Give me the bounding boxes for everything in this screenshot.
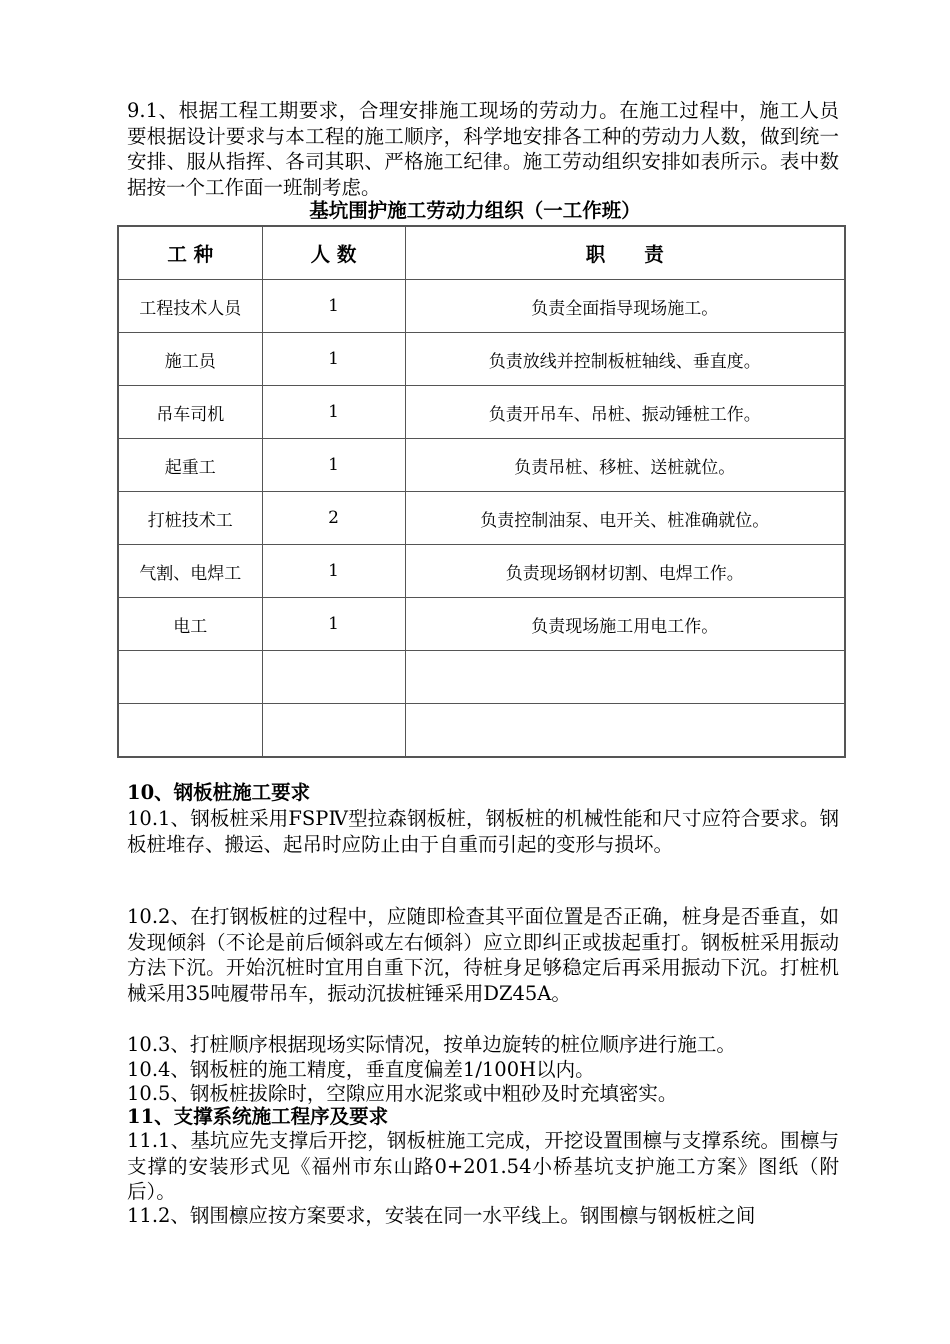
table-row bbox=[118, 598, 845, 651]
cell-duties: 负责控制油泵、电开关、桩准确就位。 bbox=[405, 492, 845, 545]
cell-duties: 负责全面指导现场施工。 bbox=[405, 280, 845, 333]
header-headcount: 人 数 bbox=[262, 226, 405, 280]
cell-trade: 吊车司机 bbox=[118, 386, 262, 439]
cell-headcount: 1 bbox=[262, 333, 405, 386]
cell-headcount: 1 bbox=[262, 280, 405, 333]
cell-trade bbox=[118, 651, 262, 704]
header-trade: 工 种 bbox=[118, 226, 262, 280]
cell-trade: 气割、电焊工 bbox=[118, 545, 262, 598]
paragraph-10-4: 10.4、钢板桩的施工精度，垂直度偏差1/100H以内。 bbox=[127, 1058, 595, 1081]
cell-headcount: 1 bbox=[262, 439, 405, 492]
table-row bbox=[118, 492, 845, 545]
cell-duties: 负责开吊车、吊桩、振动锤桩工作。 bbox=[405, 386, 845, 439]
cell-trade: 起重工 bbox=[118, 439, 262, 492]
header-duties: 职 责 bbox=[405, 226, 845, 280]
cell-trade: 电工 bbox=[118, 598, 262, 651]
cell-duties: 负责放线并控制板桩轴线、垂直度。 bbox=[405, 333, 845, 386]
table-row bbox=[118, 280, 845, 333]
cell-trade: 工程技术人员 bbox=[118, 280, 262, 333]
cell-trade: 施工员 bbox=[118, 333, 262, 386]
table-row bbox=[118, 333, 845, 386]
cell-trade bbox=[118, 704, 262, 758]
cell-duties bbox=[405, 704, 845, 758]
cell-headcount: 1 bbox=[262, 545, 405, 598]
table-row bbox=[118, 386, 845, 439]
cell-headcount: 1 bbox=[262, 386, 405, 439]
cell-headcount: 1 bbox=[262, 598, 405, 651]
labor-organization-table bbox=[117, 225, 846, 758]
table-row bbox=[118, 439, 845, 492]
table-row bbox=[118, 545, 845, 598]
paragraph-10-2: 10.2、在打钢板桩的过程中，应随即检查其平面位置是否正确，桩身是否垂直，如发现倾斜（不论是前后倾斜或左右倾斜）应立即纠正或拔起重打。钢板桩采用振动方法下沉。开始沉桩时宜用自重下沉，待桩身足够稳定后再采用振动下沉。打桩机械采用35吨履带吊车，振动沉拔桩锤采用DZ45A。 bbox=[127, 905, 839, 1006]
cell-duties: 负责现场施工用电工作。 bbox=[405, 598, 845, 651]
table-caption: 基坑围护施工劳动力组织（一工作班） bbox=[309, 199, 641, 222]
cell-duties: 负责现场钢材切割、电焊工作。 bbox=[405, 545, 845, 598]
cell-duties bbox=[405, 651, 845, 704]
table-header-row bbox=[118, 226, 845, 280]
cell-headcount bbox=[262, 651, 405, 704]
cell-trade: 打桩技术工 bbox=[118, 492, 262, 545]
section-11-heading: 11、支撑系统施工程序及要求 bbox=[127, 1105, 389, 1128]
paragraph-10-3: 10.3、打桩顺序根据现场实际情况，按单边旋转的桩位顺序进行施工。 bbox=[127, 1033, 736, 1056]
intro-paragraph: 9.1、根据工程工期要求，合理安排施工现场的劳动力。在施工过程中，施工人员要根据设计要求与本工程的施工顺序，科学地安排各工种的劳动力人数，做到统一安排、服从指挥、各司其职、严格施工纪律。施工劳动组织安排如表所示。表中数据按一个工作面一班制考虑。 bbox=[127, 99, 839, 200]
paragraph-10-1: 10.1、钢板桩采用FSPⅣ型拉森钢板桩，钢板桩的机械性能和尺寸应符合要求。钢板桩堆存、搬运、起吊时应防止由于自重而引起的变形与损坏。 bbox=[127, 807, 839, 856]
table-row-empty bbox=[118, 651, 845, 704]
cell-duties: 负责吊桩、移桩、送桩就位。 bbox=[405, 439, 845, 492]
paragraph-11-1: 11.1、基坑应先支撑后开挖，钢板桩施工完成，开挖设置围檩与支撑系统。围檩与支撑的安装形式见《福州市东山路0+201.54小桥基坑支护施工方案》图纸（附后）。 bbox=[127, 1129, 839, 1204]
paragraph-10-5: 10.5、钢板桩拔除时，空隙应用水泥浆或中粗砂及时充填密实。 bbox=[127, 1082, 678, 1105]
table-row-empty bbox=[118, 704, 845, 758]
section-10-heading: 10、钢板桩施工要求 bbox=[127, 781, 311, 804]
cell-headcount bbox=[262, 704, 405, 758]
cell-headcount: 2 bbox=[262, 492, 405, 545]
paragraph-11-2: 11.2、钢围檩应按方案要求，安装在同一水平线上。钢围檩与钢板桩之间 bbox=[127, 1204, 756, 1227]
